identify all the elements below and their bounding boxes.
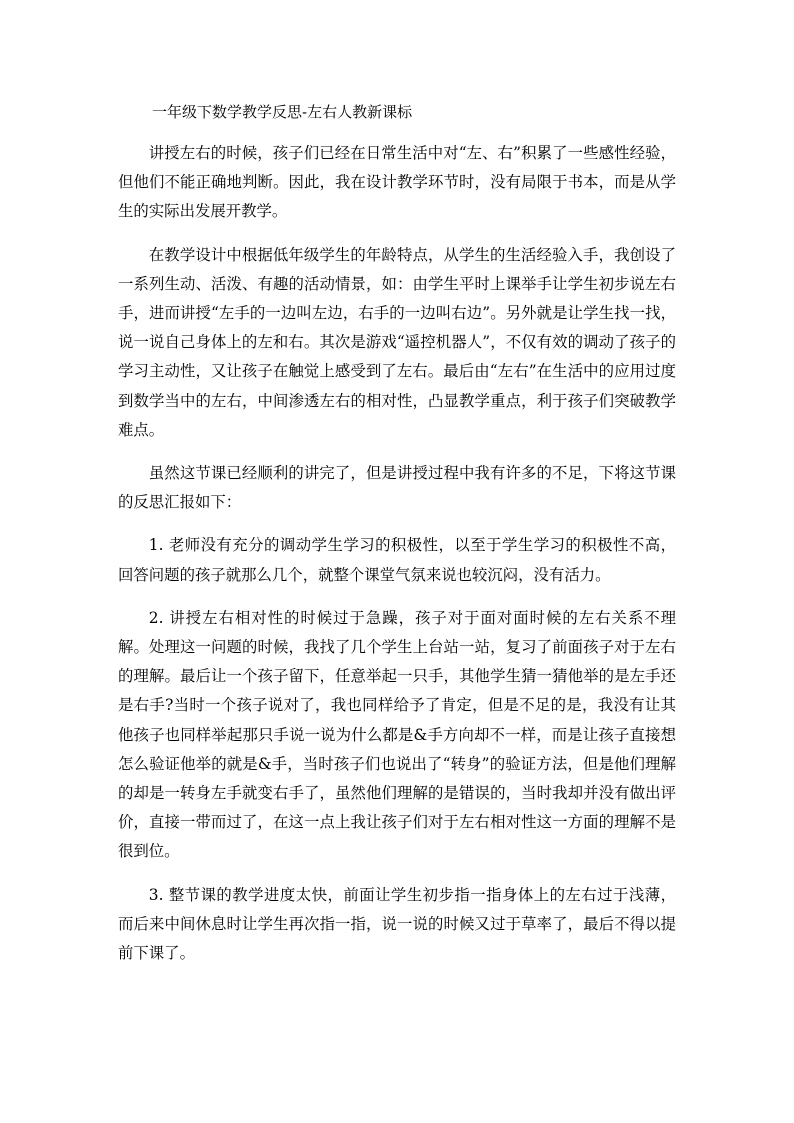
paragraph-design: 在教学设计中根据低年级学生的年龄特点，从学生的生活经验入手，我创设了一系列生动、活泼、有趣的活动情景，如：由学生平时上课举手让学生初步说左右手，进而讲授“左手的一边叫左边，右手的一边叫右边”。另外就是让学生找一找，说一说自己身体上的左和右。其次是游戏“遥控机器人”，不仅有效的调动了孩子的学习主动性，又让孩子在触觉上感受到了左右。最后由“左右”在生活中的应用过度到数学当中的左右，中间渗透左右的相对性，凸显教学重点，利于孩子们突破教学难点。 bbox=[118, 245, 676, 439]
paragraph-reflection-lead: 虽然这节课已经顺利的讲完了，但是讲授过程中我有许多的不足，下将这节课的反思汇报如下： bbox=[118, 464, 676, 512]
paragraph-intro: 讲授左右的时候，孩子们已经在日常生活中对“左、右”积累了一些感性经验，但他们不能正确地判断。因此，我在设计教学环节时，没有局限于书本，而是从学生的实际出发展开教学。 bbox=[118, 144, 676, 221]
paragraph-point-2: 2. 讲授左右相对性的时候过于急躁，孩子对于面对面时候的左右关系不理解。处理这一问题的时候，我找了几个学生上台站一站，复习了前面孩子对于左右的理解。最后让一个孩子留下，任意举起一只手，其他学生猜一猜他举的是左手还是右手?当时一个孩子说对了，我也同样给予了肯定，但是不足的是，我没有让其他孩子也同样举起那只手说一说为什么都是&手方向却不一样，而是让孩子直接想怎么验证他举的就是&手，当时孩子们也说出了“转身”的验证方法，但是他们理解的却是一转身左手就变右手了，虽然他们理解的是错误的，当时我却并没有做出评价，直接一带而过了，在这一点上我让孩子们对于左右相对性这一方面的理解不是很到位。 bbox=[118, 608, 676, 861]
document-body bbox=[118, 98, 676, 968]
paragraph-point-1: 1. 老师没有充分的调动学生学习的积极性，以至于学生学习的积极性不高，回答问题的孩子就那么几个，就整个课堂气氛来说也较沉闷，没有活力。 bbox=[118, 536, 676, 584]
document-title: 一年级下数学教学反思-左右人教新课标 bbox=[152, 103, 413, 121]
paragraph-point-3: 3. 整节课的教学进度太快，前面让学生初步指一指身体上的左右过于浅薄，而后来中间休息时让学生再次指一指，说一说的时候又过于草率了，最后不得以提前下课了。 bbox=[118, 885, 676, 963]
